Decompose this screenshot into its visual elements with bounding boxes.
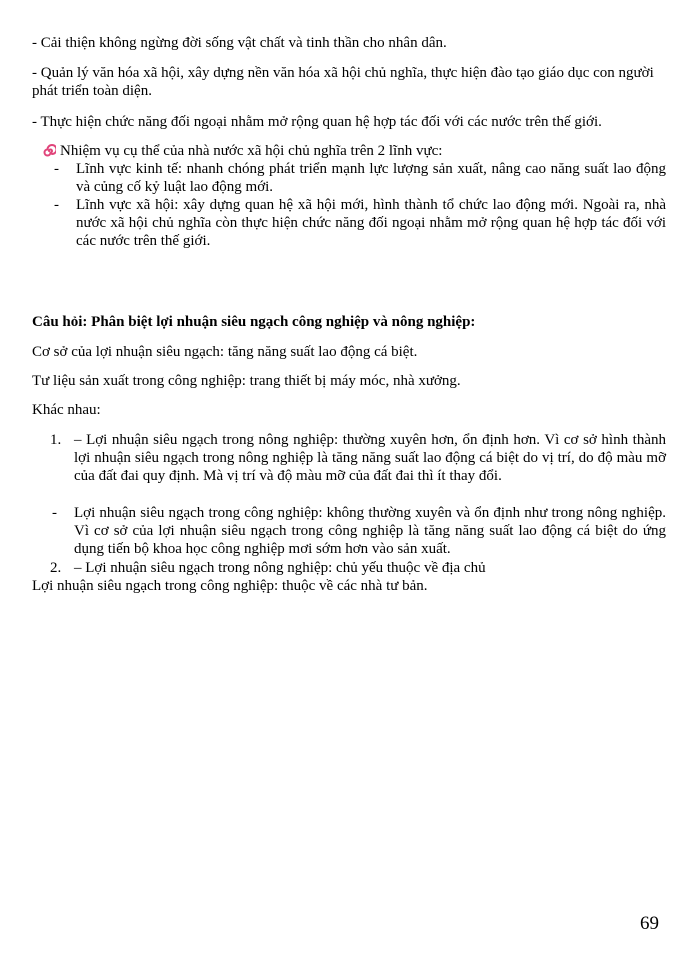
list-item bbox=[50, 431, 666, 485]
list-marker: - bbox=[54, 161, 59, 177]
list-item-text: – Lợi nhuận siêu ngạch trong nông nghiệp: thường xuyên hơn, ổn định hơn. Vì cơ sở hình thành lợi nhuận siêu ngạch trong nông nghiệp là tăng năng suất lao động cá biệt do vị trí, do độ màu mỡ của đất đai quy định. Mà vị trí và độ màu mỡ của đất đai thì ít thay đổi. bbox=[74, 432, 666, 484]
list-marker: - bbox=[52, 505, 57, 521]
list-item-text: Lợi nhuận siêu ngạch trong công nghiệp: không thường xuyên và ổn định như trong nông nghiệp. Vì cơ sở của lợi nhuận siêu ngạch trong công nghiệp là tăng năng suất lao động cá biệt do ứng dụng tiến bộ khoa học công nghiệp mơi sớm hơn vào sản xuất. bbox=[74, 505, 666, 557]
list-marker: 2. bbox=[50, 560, 62, 576]
list-item bbox=[50, 559, 666, 577]
paragraph-khac-nhau: Khác nhau: bbox=[32, 402, 101, 418]
list-item bbox=[52, 504, 666, 558]
list-item-text: Lĩnh vực kinh tế: nhanh chóng phát triển mạnh lực lượng sản xuất, nâng cao năng suất lao động và củng cố kỷ luật lao động mới. bbox=[76, 161, 666, 195]
paragraph-co-so: Cơ sở của lợi nhuận siêu ngạch: tăng năng suất lao động cá biệt. bbox=[32, 344, 418, 360]
paragraph-doi-ngoai: - Thực hiện chức năng đối ngoại nhằm mở rộng quan hệ hợp tác đối với các nước trên thế giới. bbox=[32, 114, 602, 130]
paragraph-tu-lieu: Tư liệu sản xuất trong công nghiệp: trang thiết bị máy móc, nhà xưởng. bbox=[32, 373, 461, 389]
list-item-text: Lĩnh vực xã hội: xây dựng quan hệ xã hội mới, hình thành tổ chức lao động mới. Ngoài ra, nhà nước xã hội chủ nghĩa còn thực hiện chức năng đối ngoại nhằm mở rộng quan hệ hợp tác đối với các nước trên thế giới. bbox=[76, 197, 666, 249]
list-item bbox=[54, 160, 666, 196]
list-item bbox=[54, 196, 666, 250]
paragraph-cai-thien: - Cải thiện không ngừng đời sống vật chất và tinh thần cho nhân dân. bbox=[32, 35, 447, 51]
list-marker: - bbox=[54, 197, 59, 213]
question-heading: Câu hỏi: Phân biệt lợi nhuận siêu ngạch công nghiệp và nông nghiệp: bbox=[32, 314, 476, 330]
page-number: 69 bbox=[640, 913, 659, 934]
paragraph-last: Lợi nhuận siêu ngạch trong công nghiệp: thuộc về các nhà tư bản. bbox=[32, 578, 428, 594]
list-marker: 1. bbox=[50, 432, 62, 448]
list-item-text: – Lợi nhuận siêu ngạch trong nông nghiệp: chủ yếu thuộc về địa chủ bbox=[74, 560, 486, 576]
paragraph-quan-ly-van-hoa: - Quản lý văn hóa xã hội, xây dựng nền văn hóa xã hội chủ nghĩa, thực hiện đào tạo giáo dục con người phát triển toàn diện. bbox=[32, 65, 654, 99]
nhiem-vu-heading: Nhiệm vụ cụ thể của nhà nước xã hội chủ nghĩa trên 2 lĩnh vực: bbox=[60, 143, 443, 159]
